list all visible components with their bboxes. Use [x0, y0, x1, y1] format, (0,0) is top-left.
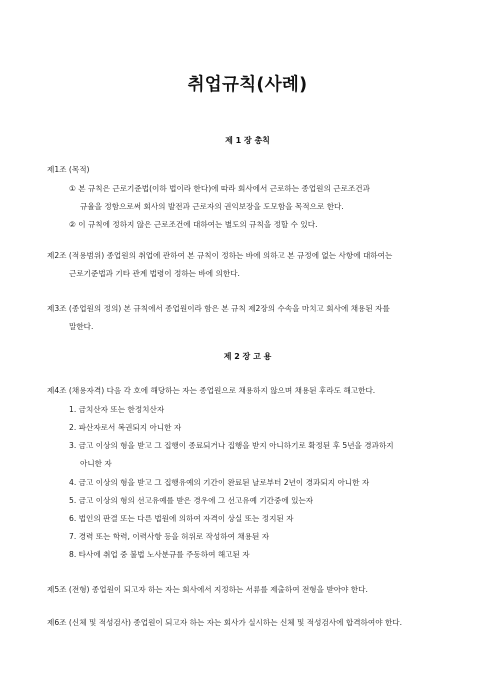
document-title: 취업규칙(사례)	[187, 75, 308, 95]
article-1-title: 제1조 (목적)	[47, 165, 90, 174]
article-4-item-4: 4. 금고 이상의 형을 받고 그 집행유예의 기간이 완료된 날로부터 2년이 경과되지 아니한 자	[69, 478, 370, 487]
article-4-item-6: 6. 법인의 판결 또는 다른 법원에 의하여 자격이 상실 또는 정지된 자	[69, 514, 294, 523]
article-1-item-2: ② 이 규칙에 정하지 않은 근로조건에 대하여는 별도의 규칙을 정할 수 있다.	[69, 220, 318, 229]
article-2-line-2: 근로기준법과 기타 관계 법령이 정하는 바에 의한다.	[69, 269, 240, 278]
article-4-item-1: 1. 금치산자 또는 한정치산자	[69, 405, 165, 414]
article-1-item-1-line-2: 규율을 정함으로써 회사의 발전과 근로자의 권익보장을 도모함을 목적으로 한다.	[80, 202, 344, 211]
article-4-item-3-cont: 아니한 자	[80, 459, 112, 468]
article-4-item-3: 3. 금고 이상의 형을 받고 그 집행이 종료되거나 집행을 받지 아니하기로 확정된 후 5년을 경과하지	[69, 441, 394, 450]
article-4-item-8: 8. 타사에 취업 중 불법 노사분규를 주동하여 해고된 자	[69, 550, 250, 559]
article-4-intro: 제4조 (채용자격) 다음 각 호에 해당하는 자는 종업원으로 채용하지 않으며 채용된 후라도 해고한다.	[47, 386, 376, 395]
article-1-item-1-line-1: ① 본 규칙은 근로기준법(이하 법이라 한다)에 따라 회사에서 근로하는 종업원의 근로조건과	[69, 184, 370, 193]
chapter-2-heading: 제 2 장 고 용	[223, 352, 272, 361]
chapter-1-heading: 제 1 장 총칙	[225, 136, 270, 145]
article-3-line-1: 제3조 (종업원의 정의) 본 규칙에서 종업원이라 함은 본 규칙 제2장의 수속을 마치고 회사에 채용된 자를	[47, 304, 390, 313]
article-3-line-2: 말한다.	[69, 322, 94, 331]
article-4-item-2: 2. 파산자로서 복권되지 아니한 자	[69, 423, 182, 432]
article-4-item-7: 7. 경력 또는 학력, 이력사항 등을 허위로 작성하여 채용된 자	[69, 532, 270, 541]
article-6: 제6조 (신체 및 적성검사) 종업원이 되고자 하는 자는 회사가 실시하는 신체 및 적성검사에 합격하여야 한다.	[47, 618, 403, 627]
article-4-item-5: 5. 금고 이상의 형의 선고유예를 받은 경우에 그 선고유예 기간중에 있는자	[69, 496, 314, 505]
article-5: 제5조 (전형) 종업원이 되고자 하는 자는 회사에서 지정하는 서류를 제출하여 전형을 받아야 한다.	[47, 585, 368, 594]
article-2-line-1: 제2조 (적용범위) 종업원의 취업에 관하여 본 규칙이 정하는 바에 의하고 본 규정에 없는 사항에 대하여는	[47, 251, 393, 260]
